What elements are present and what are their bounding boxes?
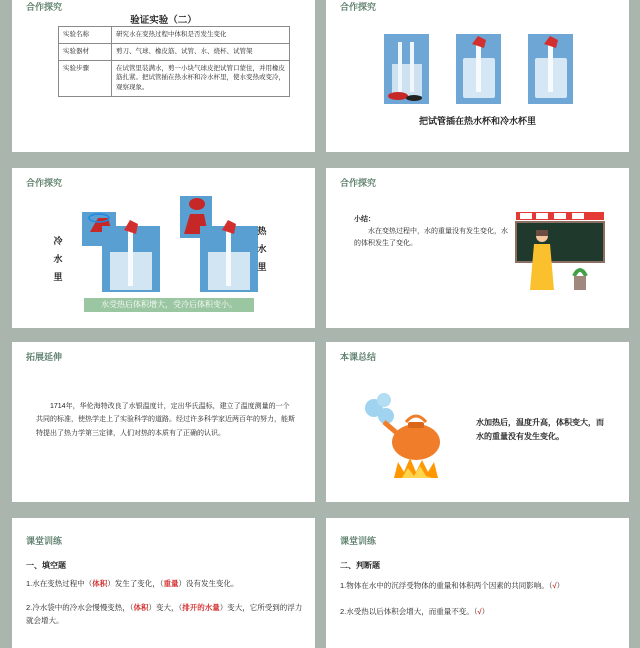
table-key: 实验步骤: [59, 60, 112, 96]
slide-lesson-summary: [326, 342, 629, 502]
cold-water-label: 冷 水 里: [53, 236, 63, 282]
table-value: 剪刀、气球、橡皮筋、试管、水、烧杯、试管架: [112, 43, 290, 60]
table-row: [59, 43, 290, 60]
slide-tag: 合作探究: [340, 2, 377, 12]
table-key: 实验器材: [59, 43, 112, 60]
photo-caption: 把试管插在热水杯和冷水杯里: [418, 116, 536, 126]
slide-tag: 拓展延伸: [26, 352, 63, 362]
hot-water-label: 热 水 里: [257, 226, 267, 272]
table-key: 实验名称: [59, 27, 112, 44]
slide-tag: 合作探究: [26, 2, 63, 12]
hot-water-images: [180, 196, 260, 292]
exercise-heading: 一、填空题: [26, 561, 66, 570]
table-row: [59, 60, 290, 96]
judge-question-1: 1.物体在水中的沉浮受物体的重量和体积两个因素的共同影响。（√）: [340, 581, 565, 590]
conclusion-banner: 水受热后体积增大，受冷后体积变小。: [84, 298, 254, 312]
slide-tag: 课堂训练: [26, 536, 63, 546]
slide-extension: [12, 342, 315, 502]
extension-paragraph: 1714年，华伦海特改良了水银温度计，定出华氏温标，建立了温度测量的一个共同的标准，使热学走上了实验科学的道路。经过许多科学家近两百年的努力，能斯特提出了热力学第三定律，人们对热的本质有了正确的认识。: [36, 403, 295, 437]
slide-photos: [326, 0, 629, 152]
hot-water-beaker-photo: [456, 34, 501, 104]
slide-tag: 课堂训练: [340, 536, 377, 546]
slide-exercise-fill: [12, 518, 315, 648]
test-tube-rack-photo: [384, 34, 429, 104]
judge-question-2: 2.水受热以后体积会增大，而重量不变。（√）: [340, 607, 490, 616]
fill-question-2: 2.冷水袋中的冷水会慢慢变热，（体积）变大，（排开的水量）变大，它所受到的浮力就会增大。: [26, 603, 303, 625]
kettle-boiling-illustration: [356, 386, 452, 482]
table-row: [59, 27, 290, 44]
slide-exercise-judge: [326, 518, 629, 648]
lesson-summary-text: 水加热后，温度升高，体积变大，而水的重量没有发生变化。: [476, 418, 604, 442]
cold-water-images: [82, 206, 162, 292]
exercise-heading: 二、判断题: [340, 561, 380, 570]
slide-summary-teacher: [326, 168, 629, 328]
slide-hot-cold: [12, 168, 315, 328]
slide-experiment-table: [12, 0, 315, 152]
cold-water-beaker-photo: [528, 34, 573, 104]
experiment-table: [58, 26, 290, 97]
table-value: 在试管里装满水，剪一小块气球皮把试管口蒙住，并用橡皮筋扎紧。把试管插在热水杯和冷水杯里，使水变热或变冷，观察现象。: [112, 60, 290, 96]
slide-title: 验证实验（二）: [130, 15, 197, 26]
slide-tag: 合作探究: [340, 178, 377, 188]
summary-text: 小结： 水在变热过程中，水的重量没有发生变化，水的体积发生了变化。: [354, 216, 508, 247]
slide-tag: 本课总结: [340, 352, 377, 362]
slide-tag: 合作探究: [26, 178, 63, 188]
teacher-blackboard-illustration: [514, 210, 606, 298]
fill-question-1: 1.水在变热过程中（体积）发生了变化，（重量）没有发生变化。: [26, 579, 239, 588]
table-value: 研究水在变热过程中体积是否发生变化: [112, 27, 290, 44]
